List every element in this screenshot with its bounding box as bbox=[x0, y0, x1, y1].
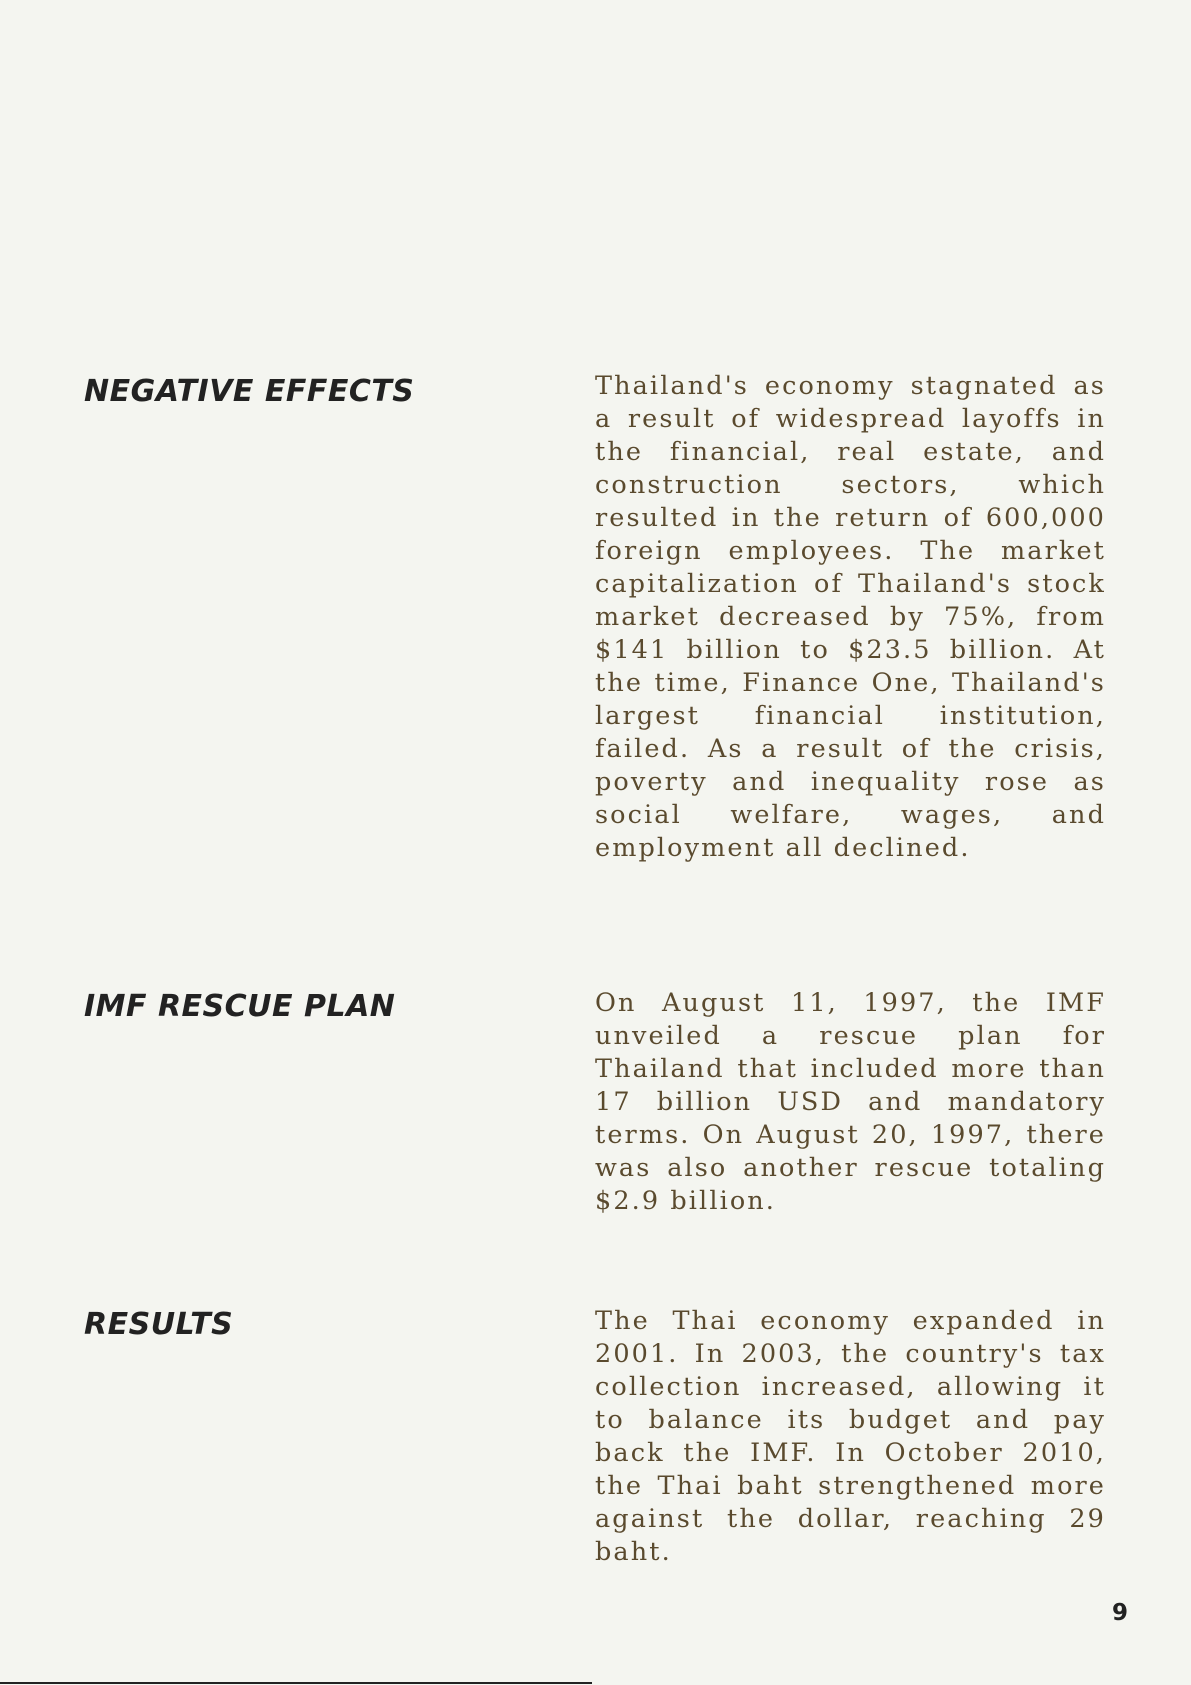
bottom-rule bbox=[0, 1682, 592, 1684]
paragraph-imf-rescue-plan: On August 11, 1997, the IMF unveiled a rescue plan for Thailand that included more than 17 billion USD and mandatory terms. On August 20, 1997, there was also another rescue totaling $2.9 billion. bbox=[595, 988, 1106, 1216]
heading-negative-effects: NEGATIVE EFFECTS bbox=[84, 374, 415, 409]
paragraph-results: The Thai economy expanded in 2001. In 2003, the country's tax collection increased, allowing it to balance its budget and pay back the IMF. In October 2010, the Thai baht strengthened more against the dollar, reaching 29 baht. bbox=[595, 1306, 1106, 1567]
heading-imf-rescue-plan: IMF RESCUE PLAN bbox=[84, 989, 396, 1024]
page-number: 9 bbox=[1112, 1600, 1129, 1626]
heading-results: RESULTS bbox=[84, 1307, 234, 1342]
paragraph-negative-effects: Thailand's economy stagnated as a result of widespread layoffs in the financial, real estate, and construction sectors, which resulted in the return of 600,000 foreign employees. The market capitalization of Thailand's stock market decreased by 75%, from $141 billion to $23.5 billion. At the time, Finance One, Thailand's largest financial institution, failed. As a result of the crisis, poverty and inequality rose as social welfare, wages, and employment all declined. bbox=[595, 371, 1106, 863]
